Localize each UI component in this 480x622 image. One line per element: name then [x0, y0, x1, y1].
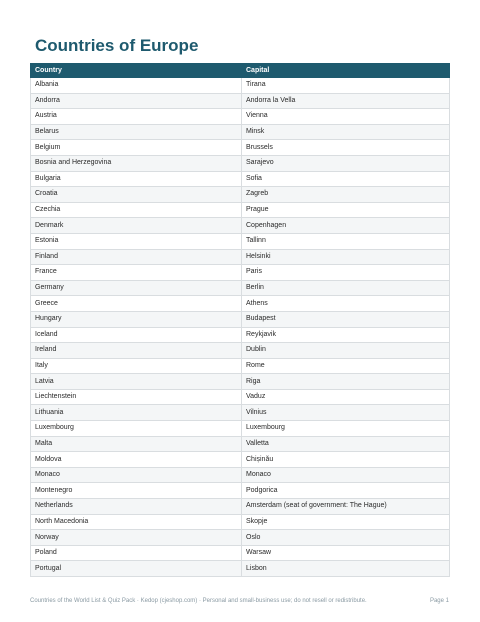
country-cell: Luxembourg [31, 421, 242, 437]
country-cell: Latvia [31, 374, 242, 390]
capital-cell: Rome [242, 358, 450, 374]
table-row [31, 124, 450, 140]
country-cell: Poland [31, 545, 242, 561]
capital-cell: Sarajevo [242, 155, 450, 171]
table-row [31, 155, 450, 171]
country-cell: Croatia [31, 187, 242, 203]
table-row [31, 78, 450, 94]
capital-cell: Berlin [242, 280, 450, 296]
capital-cell: Luxembourg [242, 421, 450, 437]
capital-cell: Andorra la Vella [242, 93, 450, 109]
country-cell: Netherlands [31, 499, 242, 515]
country-cell: Belgium [31, 140, 242, 156]
capital-cell: Chișinău [242, 452, 450, 468]
capital-cell: Minsk [242, 124, 450, 140]
page-title: Countries of Europe [35, 36, 199, 55]
footer-notice: Countries of the World List & Quiz Pack · Kedop (cjeshop.com) · Personal and small-business use; do not resell or redistribute. [30, 598, 367, 604]
capital-cell: Reykjavik [242, 327, 450, 343]
country-cell: Monaco [31, 467, 242, 483]
table-row [31, 483, 450, 499]
country-cell: Bosnia and Herzegovina [31, 155, 242, 171]
table-row [31, 499, 450, 515]
table-row [31, 265, 450, 281]
country-cell: Belarus [31, 124, 242, 140]
table-row [31, 233, 450, 249]
country-cell: Iceland [31, 327, 242, 343]
country-cell: Malta [31, 436, 242, 452]
countries-table [30, 63, 450, 577]
table-row [31, 93, 450, 109]
table-row [31, 249, 450, 265]
capital-cell: Tirana [242, 78, 450, 94]
country-cell: Austria [31, 109, 242, 125]
capital-cell: Podgorica [242, 483, 450, 499]
table-row [31, 187, 450, 203]
capital-cell: Monaco [242, 467, 450, 483]
table-row [31, 389, 450, 405]
country-cell: Portugal [31, 561, 242, 577]
country-cell: Norway [31, 530, 242, 546]
capital-cell: Dublin [242, 343, 450, 359]
table-row [31, 358, 450, 374]
table-row [31, 343, 450, 359]
capital-cell: Warsaw [242, 545, 450, 561]
table-row [31, 218, 450, 234]
table-body [31, 78, 450, 577]
country-cell: Albania [31, 78, 242, 94]
capital-cell: Brussels [242, 140, 450, 156]
capital-cell: Tallinn [242, 233, 450, 249]
table-row [31, 296, 450, 312]
capital-cell: Copenhagen [242, 218, 450, 234]
country-cell: Italy [31, 358, 242, 374]
table-row [31, 109, 450, 125]
table-row [31, 327, 450, 343]
page-number: Page 1 [429, 598, 449, 604]
capital-cell: Sofia [242, 171, 450, 187]
table-row [31, 514, 450, 530]
country-cell: Czechia [31, 202, 242, 218]
country-cell: Lithuania [31, 405, 242, 421]
table-row [31, 140, 450, 156]
country-cell: Hungary [31, 311, 242, 327]
capital-cell: Helsinki [242, 249, 450, 265]
country-cell: Germany [31, 280, 242, 296]
column-header-capital: Capital [242, 64, 450, 78]
table-row [31, 280, 450, 296]
country-cell: Liechtenstein [31, 389, 242, 405]
capital-cell: Paris [242, 265, 450, 281]
column-header-country: Country [31, 64, 242, 78]
country-cell: Estonia [31, 233, 242, 249]
country-cell: Denmark [31, 218, 242, 234]
capital-cell: Skopje [242, 514, 450, 530]
table-header-row [31, 64, 450, 78]
capital-cell: Amsterdam (seat of government: The Hague) [242, 499, 450, 515]
country-cell: Andorra [31, 93, 242, 109]
table-row [31, 467, 450, 483]
country-cell: Finland [31, 249, 242, 265]
table-row [31, 405, 450, 421]
capital-cell: Oslo [242, 530, 450, 546]
capital-cell: Lisbon [242, 561, 450, 577]
country-cell: Montenegro [31, 483, 242, 499]
table-row [31, 436, 450, 452]
capital-cell: Vaduz [242, 389, 450, 405]
country-cell: North Macedonia [31, 514, 242, 530]
table-row [31, 202, 450, 218]
capital-cell: Vienna [242, 109, 450, 125]
table-row [31, 530, 450, 546]
country-cell: Bulgaria [31, 171, 242, 187]
table-row [31, 561, 450, 577]
table-row [31, 374, 450, 390]
country-cell: Ireland [31, 343, 242, 359]
country-cell: France [31, 265, 242, 281]
capital-cell: Prague [242, 202, 450, 218]
capital-cell: Valletta [242, 436, 450, 452]
capital-cell: Zagreb [242, 187, 450, 203]
table-row [31, 421, 450, 437]
capital-cell: Budapest [242, 311, 450, 327]
country-cell: Moldova [31, 452, 242, 468]
country-cell: Greece [31, 296, 242, 312]
table-row [31, 311, 450, 327]
capital-cell: Riga [242, 374, 450, 390]
capital-cell: Vilnius [242, 405, 450, 421]
table-row [31, 171, 450, 187]
table-row [31, 545, 450, 561]
capital-cell: Athens [242, 296, 450, 312]
table-row [31, 452, 450, 468]
table-header [31, 64, 450, 78]
